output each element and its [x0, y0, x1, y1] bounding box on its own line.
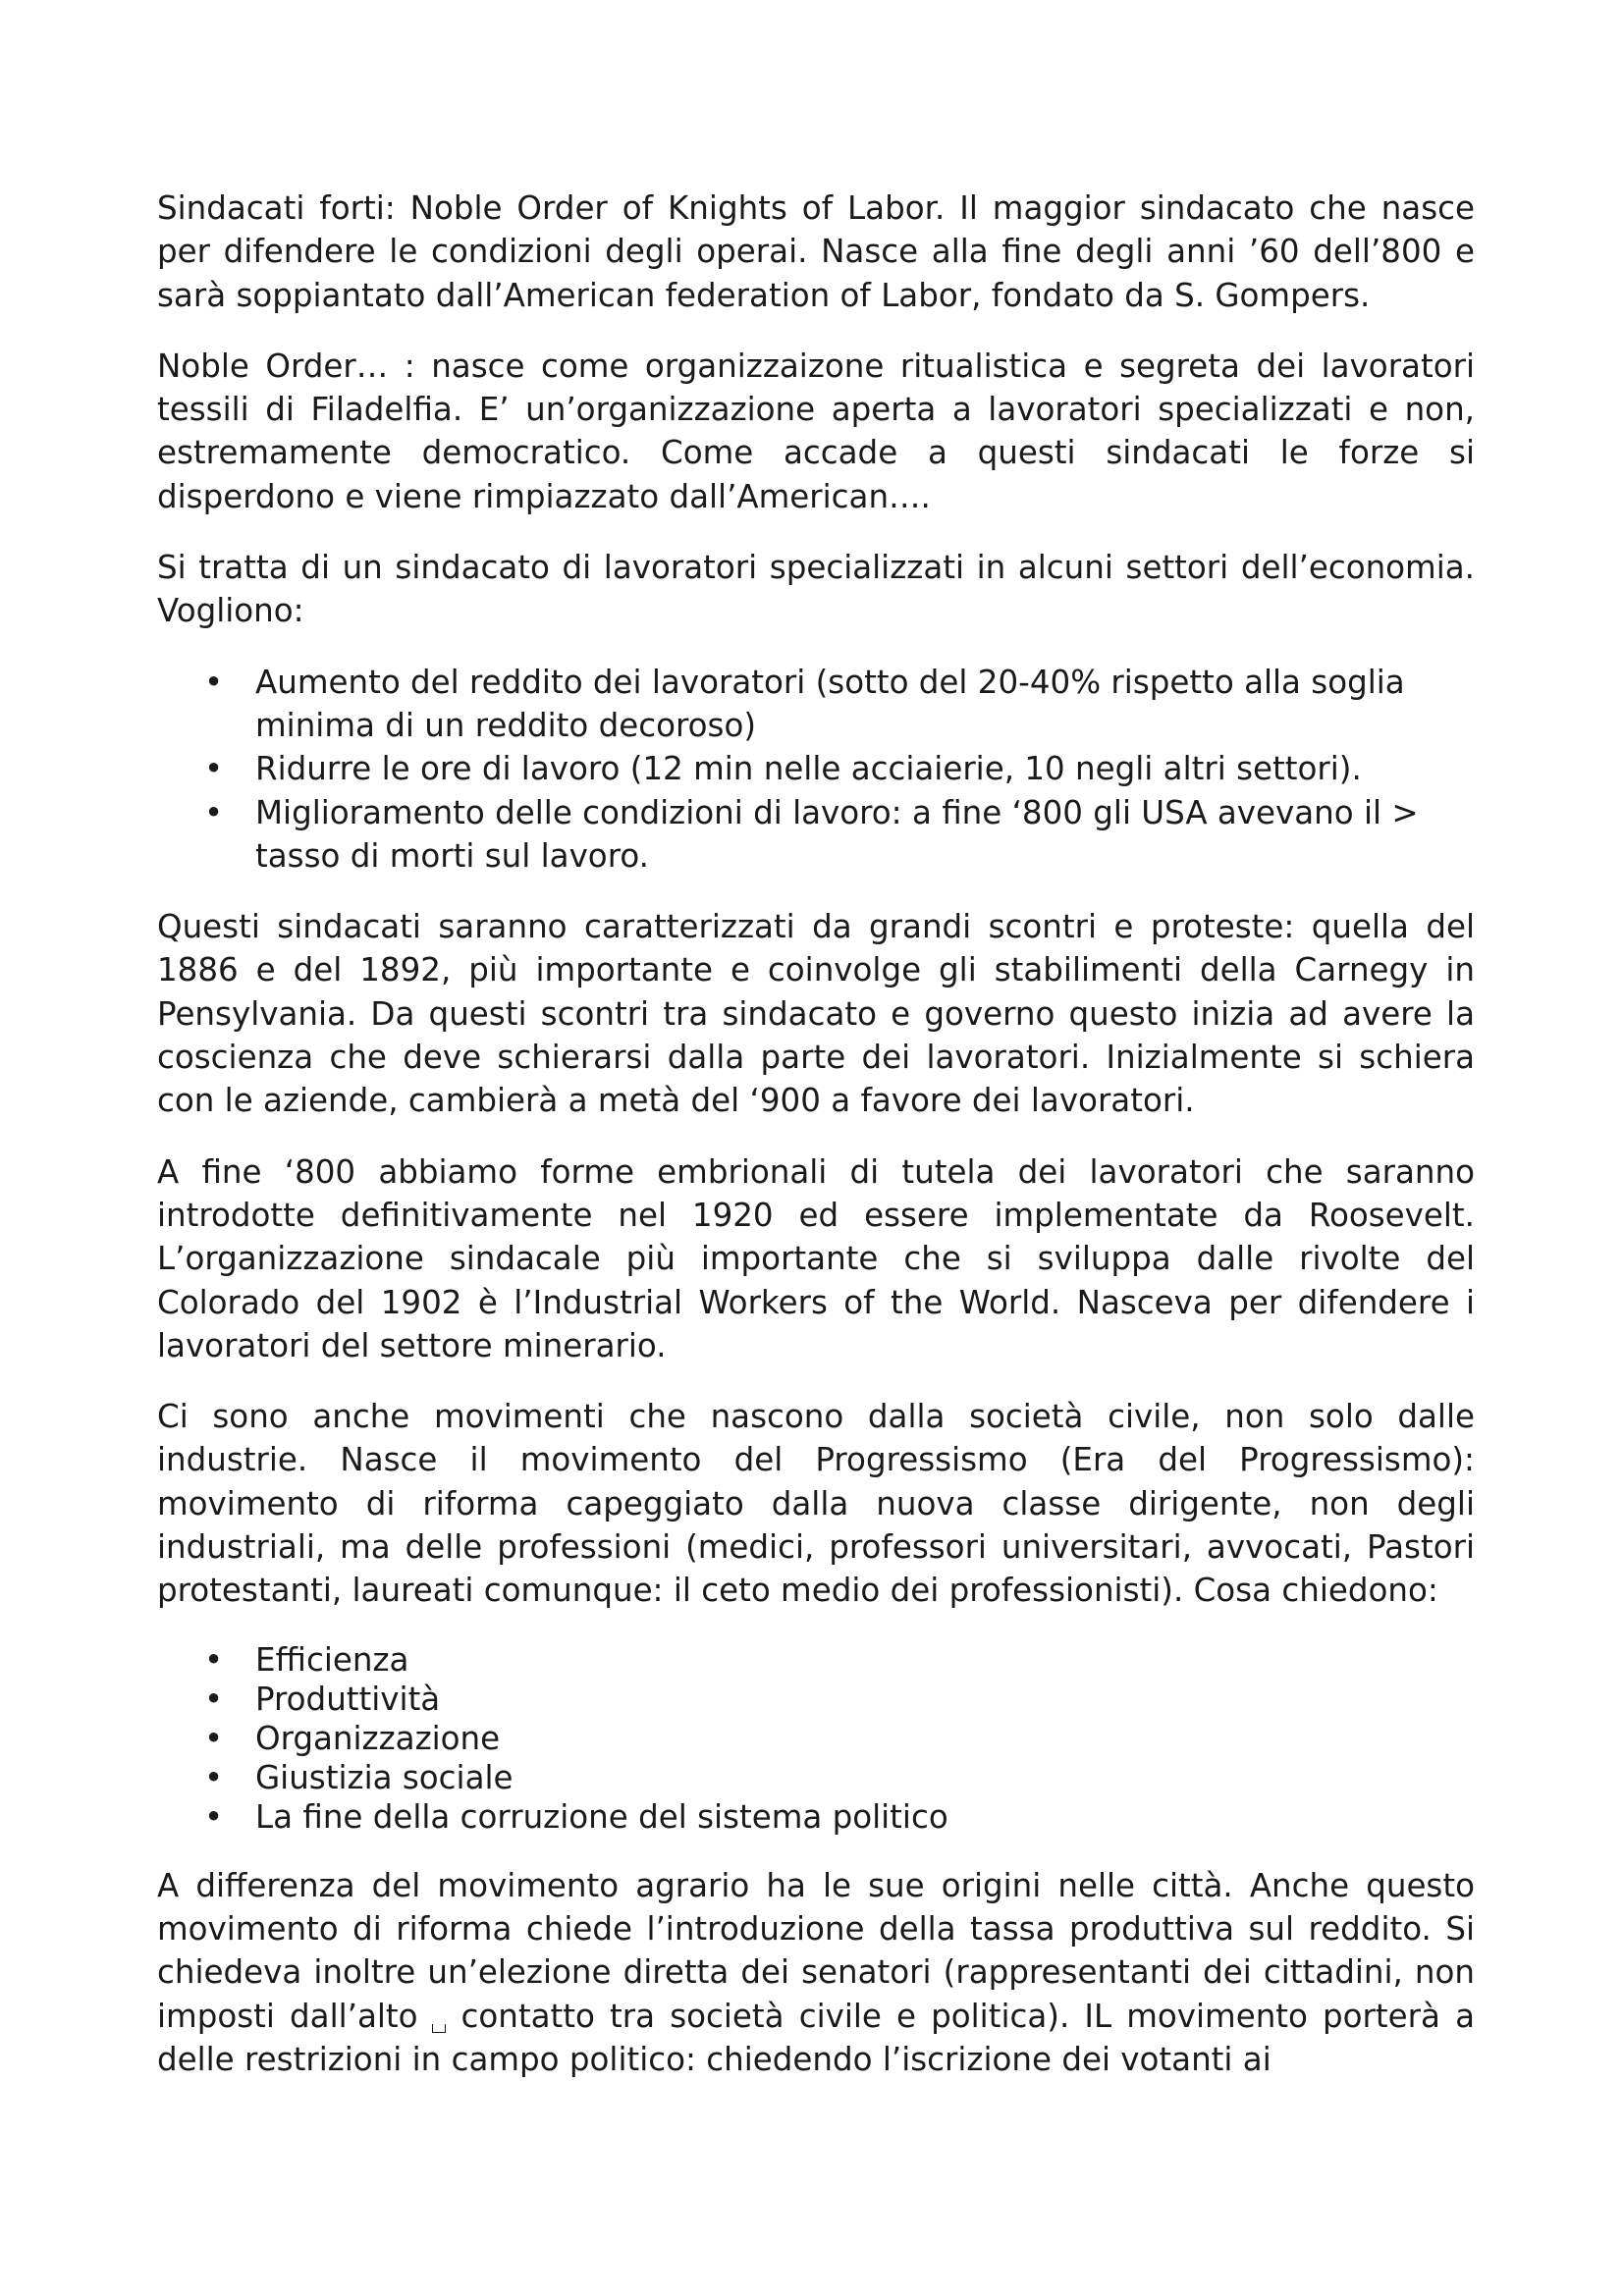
- paragraph-text-part-2: contatto tra società civile e politica). IL movimento porterà a delle restrizioni in campo politico: chiedendo l’iscrizione dei votanti ai: [157, 1997, 1475, 2078]
- list-item-text: Produttività: [255, 1680, 441, 1718]
- paragraph-movimento-agrario: [157, 1864, 1475, 2081]
- list-item-text: Aumento del reddito dei lavoratori (sotto del 20-40% rispetto alla soglia minima di un reddito decoroso): [255, 663, 1405, 744]
- list-item: [157, 661, 1475, 748]
- list-item: [157, 1797, 1475, 1837]
- list-item-text: Miglioramento delle condizioni di lavoro: a fine ‘800 gli USA avevano il > tasso di morti sul lavoro.: [255, 793, 1419, 875]
- bullet-icon: •: [204, 1719, 224, 1757]
- list-item: [157, 1680, 1475, 1719]
- paragraph-sindacato-specializzati: Si tratta di un sindacato di lavoratori specializzati in alcuni settori dell’economia. Vogliono:: [157, 549, 1475, 630]
- progressive-demands-list: [157, 1640, 1475, 1837]
- list-item: [157, 1640, 1475, 1680]
- bullet-icon: •: [204, 663, 224, 701]
- list-item-text: Organizzazione: [255, 1719, 501, 1757]
- bullet-icon: •: [204, 1640, 224, 1679]
- paragraph-sindacati-forti: Sindacati forti: Noble Order of Knights of Labor. Il maggior sindacato che nasce per difendere le condizioni degli operai. Nasce alla fine degli anni ’60 dell’800 e sarà soppiantato dall’American federation of Labor, fondato da S. Gompers.: [157, 189, 1475, 314]
- bullet-icon: •: [204, 1758, 224, 1796]
- list-item: [157, 747, 1475, 790]
- paragraph-noble-order: Noble Order… : nasce come organizzaizone ritualistica e segreta dei lavoratori tessili di Filadelfia. E’ un’organizzazione aperta a lavoratori specializzati e non, estremamente democratico. Come accade a questi sindacati le forze si disperdono e viene rimpiazzato dall’American….: [157, 347, 1475, 515]
- list-item-text: Ridurre le ore di lavoro (12 min nelle acciaierie, 10 negli altri settori).: [255, 750, 1362, 788]
- document-page: [157, 187, 1475, 2109]
- implies-symbol-icon: [432, 2024, 446, 2033]
- paragraph-tutela-lavoratori: A fine ‘800 abbiamo forme embrionali di tutela dei lavoratori che saranno introdotte definitivamente nel 1920 ed essere implementate da Roosevelt. L’organizzazione sindacale più importante che si sviluppa dalle rivolte del Colorado del 1902 è l’Industrial Workers of the World. Nasceva per difendere i lavoratori del settore minerario.: [157, 1152, 1475, 1364]
- list-item: [157, 791, 1475, 879]
- list-item-text: La fine della corruzione del sistema politico: [255, 1797, 948, 1836]
- bullet-icon: •: [204, 750, 224, 788]
- bullet-icon: •: [204, 1680, 224, 1718]
- paragraph-progressismo: Ci sono anche movimenti che nascono dalla società civile, non solo dalle industrie. Nasce il movimento del Progressismo (Era del Progressismo): movimento di riforma capeggiato dalla nuova classe dirigente, non degli industriali, ma delle professioni (medici, professori universitari, avvocati, Pastori protestanti, laureati comunque: il ceto medio dei professionisti). Cosa chiedono:: [157, 1398, 1475, 1610]
- list-item-text: Giustizia sociale: [255, 1758, 514, 1796]
- list-item: [157, 1758, 1475, 1797]
- list-item-text: Efficienza: [255, 1640, 409, 1679]
- paragraph-scontri-proteste: Questi sindacati saranno caratterizzati da grandi scontri e proteste: quella del 1886 e del 1892, più importante e coinvolge gli stabilimenti della Carnegy in Pensylvania. Da questi scontri tra sindacato e governo questo inizia ad avere la coscienza che deve schierarsi dalla parte dei lavoratori. Inizialmente si schiera con le aziende, cambierà a metà del ‘900 a favore dei lavoratori.: [157, 908, 1475, 1120]
- demands-list: [157, 661, 1475, 878]
- paragraph-text-part-1: A differenza del movimento agrario ha le sue origini nelle città. Anche questo movimento di riforma chiede l’introduzione della tassa produttiva sul reddito. Si chiedeva inoltre un’elezione diretta dei senatori (rappresentanti dei cittadini, non imposti dall’alto: [157, 1866, 1475, 2035]
- list-item: [157, 1719, 1475, 1758]
- bullet-icon: •: [204, 793, 224, 831]
- bullet-icon: •: [204, 1797, 224, 1836]
